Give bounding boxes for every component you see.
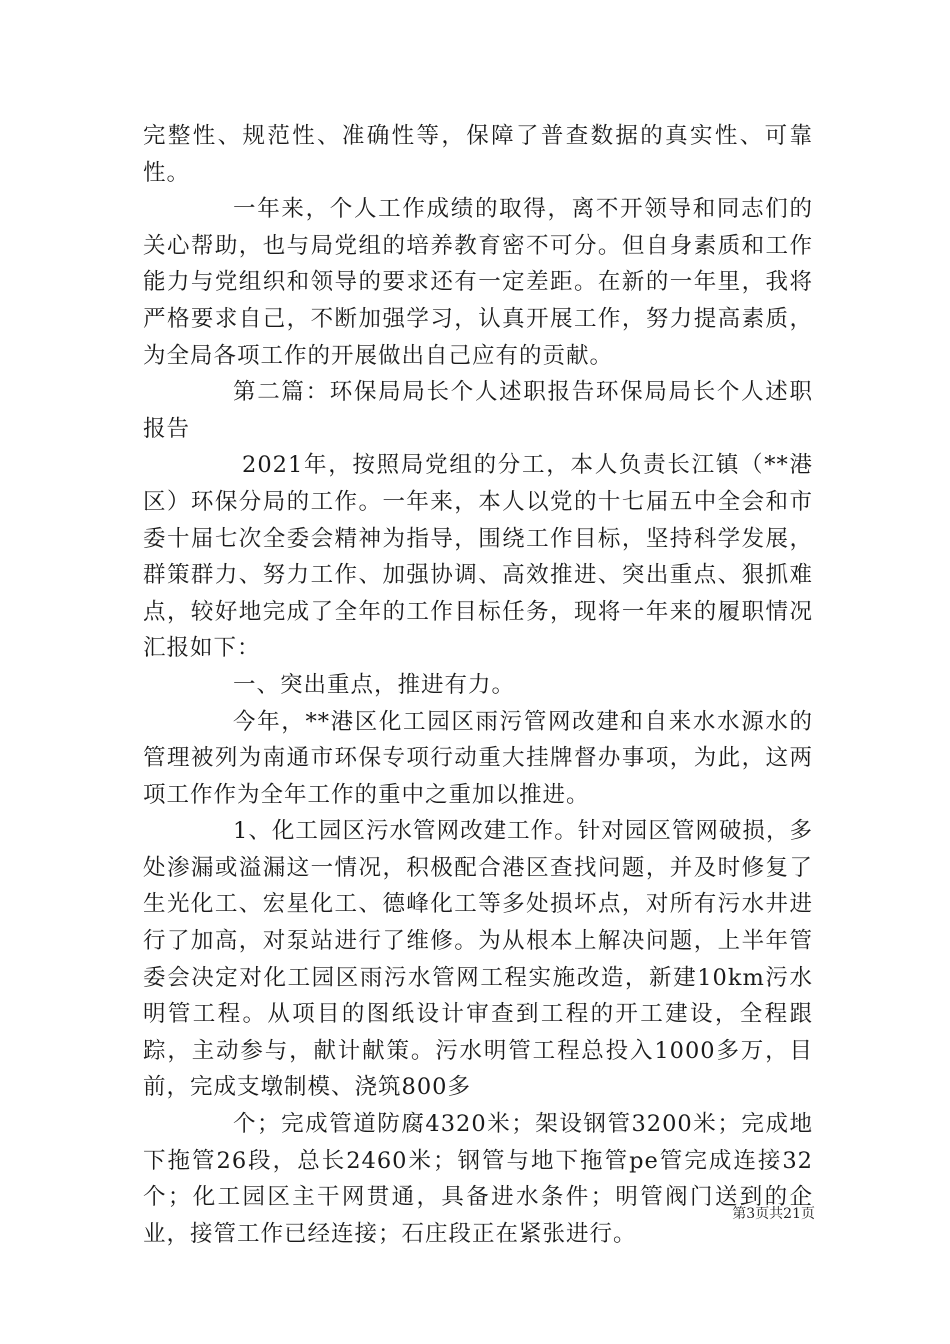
section-title: 第二篇：环保局局长个人述职报告环保局局长个人述职报告 [143,379,813,442]
paragraph-continuation: 完整性、规范性、准确性等，保障了普查数据的真实性、可靠性。 [143,123,813,186]
paragraph-item-1-continuation: 个；完成管道防腐4320米；架设钢管3200米；完成地下拖管26段，总长2460米；钢管与地下拖管pe管完成连接32个；化工园区主干网贯通，具备进水条件；明管阀门送到的企业，接管工作已经连接；石庄段正在紧张进行。 [143,1111,813,1247]
page-number-footer: 第3页共21页 [732,1206,815,1222]
paragraph-this-year: 今年，**港区化工园区雨污管网改建和自来水水源水的管理被列为南通市环保专项行动重大挂牌督办事项，为此，这两项工作作为全年工作的重中之重加以推进。 [143,708,813,808]
paragraph-intro: 2021年，按照局党组的分工，本人负责长江镇（**港区）环保分局的工作。一年来，本人以党的十七届五中全会和市委十届七次全委会精神为指导，围绕工作目标，坚持科学发展，群策群力、努力工作、加强协调、高效推进、突出重点、狠抓难点，较好地完成了全年的工作目标任务，现将一年来的履职情况汇报如下： [143,452,813,662]
document-body [143,118,813,1252]
paragraph-closing: 一年来，个人工作成绩的取得，离不开领导和同志们的关心帮助，也与局党组的培养教育密不可分。但自身素质和工作能力与党组织和领导的要求还有一定差距。在新的一年里，我将严格要求自己，不断加强学习，认真开展工作，努力提高素质，为全局各项工作的开展做出自己应有的贡献。 [143,196,813,369]
paragraph-item-1: 1、化工园区污水管网改建工作。针对园区管网破损，多处渗漏或溢漏这一情况，积极配合港区查找问题，并及时修复了生光化工、宏星化工、德峰化工等多处损坏点，对所有污水井进行了加高，对泵站进行了维修。为从根本上解决问题，上半年管委会决定对化工园区雨污水管网工程实施改造，新建10km污水明管工程。从项目的图纸设计审查到工程的开工建设，全程跟踪，主动参与，献计献策。污水明管工程总投入1000多万，目前，完成支墩制模、浇筑800多 [143,818,813,1101]
heading-highlight-key-points: 一、突出重点，推进有力。 [233,671,516,698]
